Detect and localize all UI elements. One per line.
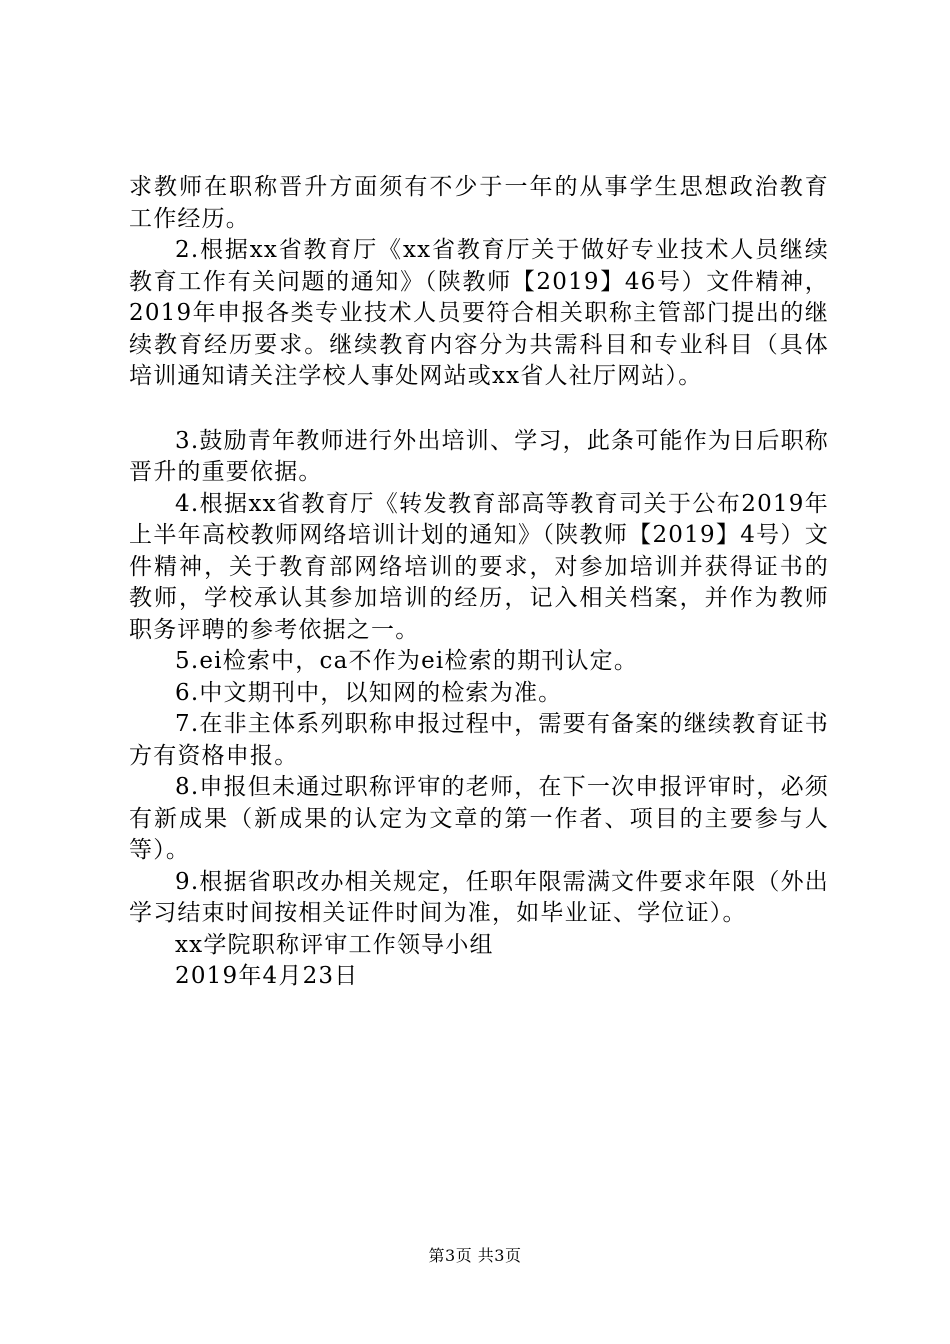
paragraph-item-4: 4.根据xx省教育厅《转发教育部高等教育司关于公布2019年上半年高校教师网络培训计划的通知》（陕教师【2019】4号）文件精神，关于教育部网络培训的要求，对参加培训并获得证书的教师，学校承认其参加培训的经历，记入相关档案，并作为教师职务评聘的参考依据之一。 [129,490,829,643]
paragraph-item-8: 8.申报但未通过职称评审的老师，在下一次申报评审时，必须有新成果（新成果的认定为文章的第一作者、项目的主要参与人等）。 [129,774,829,863]
paragraph-item-3: 3.鼓励青年教师进行外出培训、学习，此条可能作为日后职称晋升的重要依据。 [129,427,829,485]
paragraph-item-7: 7.在非主体系列职称申报过程中，需要有备案的继续教育证书方有资格申报。 [129,711,829,769]
document-body [129,172,829,993]
paragraph-item-9: 9.根据省职改办相关规定，任职年限需满文件要求年限（外出学习结束时间按相关证件时间为准，如毕业证、学位证）。 [129,868,829,926]
page-footer: 第3页 共3页 [428,1246,522,1265]
paragraph-item-6: 6.中文期刊中，以知网的检索为准。 [175,679,563,706]
paragraph-item-2: 2.根据xx省教育厅《xx省教育厅关于做好专业技术人员继续教育工作有关问题的通知》（陕教师【2019】46号）文件精神，2019年申报各类专业技术人员要符合相关职称主管部门提出的继续教育经历要求。继续教育内容分为共需科目和专业科目（具体培训通知请关注学校人事处网站或xx省人社厅网站）。 [129,237,829,389]
signature-date: 2019年4月23日 [175,963,359,989]
signature-organization: xx学院职称评审工作领导小组 [175,931,494,958]
paragraph-continuation: 求教师在职称晋升方面须有不少于一年的从事学生思想政治教育工作经历。 [129,174,829,232]
paragraph-item-5: 5.ei检索中，ca不作为ei检索的期刊认定。 [175,648,639,674]
